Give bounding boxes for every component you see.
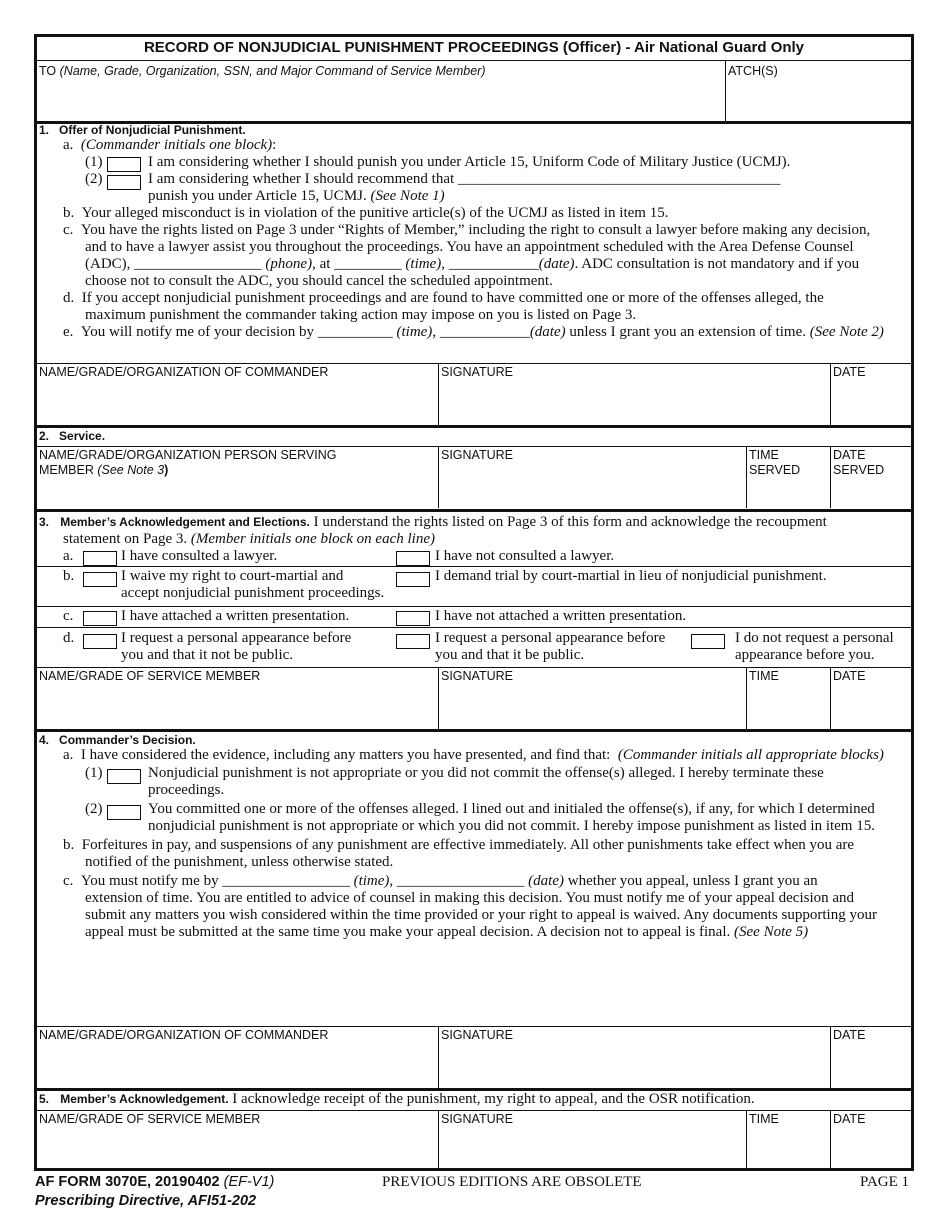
divider: [438, 446, 439, 508]
s2-name-label: NAME/GRADE/ORGANIZATION PERSON SERVING MEMBER (See Note 3): [39, 448, 337, 477]
atch-label: ATCH(S): [728, 64, 778, 78]
footer-directive: Prescribing Directive, AFI51-202: [35, 1193, 257, 1209]
s2-time-label: TIME SERVED: [749, 448, 801, 477]
s4-date-label: DATE: [833, 1028, 866, 1042]
s5-time-label: TIME: [749, 1112, 779, 1126]
s2-date-field[interactable]: [833, 479, 911, 507]
s1-opt2-num: (2): [85, 171, 103, 187]
section1-heading: 1. Offer of Nonjudicial Punishment.: [39, 123, 246, 137]
s4-b-line1: b. Forfeitures in pay, and suspensions of any punishment are effective immediately. All other punishments take effect when you are: [63, 837, 855, 853]
s1-signature-label: SIGNATURE: [441, 365, 513, 379]
divider: [37, 627, 911, 628]
s3-a-right-checkbox[interactable]: [396, 551, 430, 566]
divider: [37, 606, 911, 607]
s5-signature-label: SIGNATURE: [441, 1112, 513, 1126]
s1-date-field[interactable]: [833, 382, 911, 424]
s4-opt1-text: Nonjudicial punishment is not appropriate or you did not commit the offense(s) alleged. I hereby terminate these proceedings.: [148, 765, 824, 798]
divider: [746, 667, 747, 729]
s5-name-field[interactable]: [39, 1129, 434, 1169]
divider: [830, 446, 831, 508]
s3-b-left-text: I waive my right to court-martial and accept nonjudicial punishment proceedings.: [121, 568, 385, 601]
s1-opt1-num: (1): [85, 154, 103, 170]
s4-name-field[interactable]: [39, 1045, 434, 1087]
s1-date-label: DATE: [833, 365, 866, 379]
s1-opt1-checkbox[interactable]: [107, 157, 141, 172]
to-label: TO (Name, Grade, Organization, SSN, and Major Command of Service Member): [39, 64, 486, 78]
divider: [830, 667, 831, 729]
s3-name-label: NAME/GRADE OF SERVICE MEMBER: [39, 669, 261, 683]
s1-d-line1: d. If you accept nonjudicial punishment proceedings and are found to have committed one or more of the offenses alleged, the: [63, 290, 824, 306]
form-frame: [34, 34, 914, 1171]
s4-opt1-checkbox[interactable]: [107, 769, 141, 784]
s1-c-line1: c. You have the rights listed on Page 3 under “Rights of Member,” including the right to consult a lawyer before making any decision,: [63, 222, 871, 238]
s4-opt2-text: You committed one or more of the offenses alleged. I lined out and initialed the offense(s), if any, for which I determined nonjudicial punishment is not appropriate or which you did not commit. I hereby impose punishment as listed in item 15.: [148, 801, 875, 834]
s4-date-field[interactable]: [833, 1045, 911, 1087]
s4-b-line2: notified of the punishment, unless otherwise stated.: [85, 854, 394, 870]
s3-c-left-text: I have attached a written presentation.: [121, 608, 350, 624]
s3-intro-line2: statement on Page 3. (Member initials one block on each line): [63, 531, 435, 547]
section2-heading: 2. Service.: [39, 429, 106, 443]
divider: [37, 1110, 911, 1111]
s3-c-right-text: I have not attached a written presentation.: [435, 608, 687, 624]
s3-signature-label: SIGNATURE: [441, 669, 513, 683]
s2-signature-field[interactable]: [441, 465, 741, 507]
s4-signature-label: SIGNATURE: [441, 1028, 513, 1042]
divider: [37, 446, 911, 447]
s4-c-line4: appeal must be submitted at the same time you make your appeal decision. A decision not to appeal is final. (See Note 5): [85, 924, 809, 940]
form-title: RECORD OF NONJUDICIAL PUNISHMENT PROCEEDINGS (Officer) - Air National Guard Only: [143, 39, 805, 56]
s3-d-mid-text: I request a personal appearance before you and that it be public.: [435, 630, 666, 663]
s5-name-label: NAME/GRADE OF SERVICE MEMBER: [39, 1112, 261, 1126]
divider: [725, 60, 726, 122]
s4-opt2-num: (2): [85, 801, 103, 817]
s3-c-right-checkbox[interactable]: [396, 611, 430, 626]
divider: [37, 60, 911, 61]
divider: [746, 1110, 747, 1171]
s3-c-letter: c.: [63, 608, 74, 624]
s3-b-letter: b.: [63, 568, 75, 584]
s5-date-label: DATE: [833, 1112, 866, 1126]
s4-a: a. I have considered the evidence, including any matters you have presented, and find that: (Commander initials all appropriate blocks): [63, 747, 884, 763]
s3-b-left-checkbox[interactable]: [83, 572, 117, 587]
footer-form-id: AF FORM 3070E, 20190402 (EF-V1): [35, 1174, 275, 1190]
divider: [37, 425, 911, 428]
s4-c-line2: extension of time. You are entitled to advice of counsel in making this decision. You must notify me of your appeal decision and: [85, 890, 855, 906]
s4-opt1-num: (1): [85, 765, 103, 781]
s2-signature-label: SIGNATURE: [441, 448, 513, 462]
divider: [438, 363, 439, 425]
s1-e: e. You will notify me of your decision by __________ (time), ____________(date) unless I grant you an extension of time. (See Note 2): [63, 324, 884, 340]
s3-b-right-checkbox[interactable]: [396, 572, 430, 587]
s1-b: b. Your alleged misconduct is in violation of the punitive article(s) of the UCMJ as listed in item 15.: [63, 205, 669, 221]
s1-opt2-checkbox[interactable]: [107, 175, 141, 190]
section5-heading: 5. Member’s Acknowledgement. I acknowledge receipt of the punishment, my right to appeal, and the OSR notification.: [39, 1091, 755, 1107]
s3-b-right-text: I demand trial by court-martial in lieu of nonjudicial punishment.: [435, 568, 827, 584]
s4-c-line1: c. You must notify me by _________________ (time), _________________ (date) whether you appeal, unless I grant you an: [63, 873, 818, 889]
s3-a-right-text: I have not consulted a lawyer.: [435, 548, 615, 564]
s3-signature-field[interactable]: [441, 686, 741, 728]
divider: [830, 363, 831, 425]
s1-name-label: NAME/GRADE/ORGANIZATION OF COMMANDER: [39, 365, 329, 379]
s3-d-right-text: I do not request a personal appearance before you.: [735, 630, 894, 663]
s1-opt2-line2: punish you under Article 15, UCMJ. (See Note 1): [148, 188, 445, 204]
s1-opt1-text: I am considering whether I should punish you under Article 15, Uniform Code of Military Justice (UCMJ).: [148, 154, 791, 170]
section4-heading: 4. Commander’s Decision.: [39, 733, 196, 747]
divider: [438, 1026, 439, 1088]
divider: [37, 667, 911, 668]
s2-name-field[interactable]: [39, 479, 434, 507]
divider: [37, 729, 911, 732]
s1-name-field[interactable]: [39, 382, 434, 424]
s3-name-field[interactable]: [39, 686, 434, 728]
s4-c-line3: submit any matters you wish considered within the time provided or your right to appeal is waived. Any documents supporting your: [85, 907, 877, 923]
s1-d-line2: maximum punishment the commander taking action may impose on you is listed on Page 3.: [85, 307, 637, 323]
s5-date-field[interactable]: [833, 1129, 911, 1169]
s3-d-right-checkbox[interactable]: [691, 634, 725, 649]
divider: [37, 566, 911, 567]
footer-obsolete: PREVIOUS EDITIONS ARE OBSOLETE: [382, 1174, 642, 1190]
s1-c-line4: choose not to consult the ADC, you should cancel the scheduled appointment.: [85, 273, 553, 289]
s3-a-letter: a.: [63, 548, 74, 564]
s3-a-left-text: I have consulted a lawyer.: [121, 548, 278, 564]
divider: [830, 1026, 831, 1088]
section3-heading: 3. Member’s Acknowledgement and Elections. I understand the rights listed on Page 3 of this form and acknowledge the recoupment: [39, 514, 827, 530]
s1-c-line3: (ADC), _________________ (phone), at _________ (time), ____________(date). ADC consultation is not mandatory and if you: [85, 256, 860, 272]
s1-signature-field[interactable]: [441, 382, 826, 424]
divider: [37, 1026, 911, 1027]
divider: [37, 363, 911, 364]
s3-d-mid-checkbox[interactable]: [396, 634, 430, 649]
divider: [438, 667, 439, 729]
s3-d-left-checkbox[interactable]: [83, 634, 117, 649]
s1-a: a. (Commander initials one block):: [63, 137, 277, 153]
s4-name-label: NAME/GRADE/ORGANIZATION OF COMMANDER: [39, 1028, 329, 1042]
s3-time-label: TIME: [749, 669, 779, 683]
s4-opt2-checkbox[interactable]: [107, 805, 141, 820]
s1-opt2-line1: I am considering whether I should recommend that ___________________________________________: [148, 171, 781, 187]
s3-c-left-checkbox[interactable]: [83, 611, 117, 626]
s3-time-field[interactable]: [749, 686, 827, 728]
s3-d-left-text: I request a personal appearance before you and that it not be public.: [121, 630, 352, 663]
s5-signature-field[interactable]: [441, 1129, 741, 1169]
atch-field[interactable]: [728, 81, 908, 121]
s2-time-field[interactable]: [749, 479, 827, 507]
divider: [746, 446, 747, 508]
s5-time-field[interactable]: [749, 1129, 827, 1169]
s2-date-label: DATE SERVED: [833, 448, 885, 477]
s3-date-label: DATE: [833, 669, 866, 683]
divider: [438, 1110, 439, 1171]
footer-page: PAGE 1: [860, 1174, 910, 1190]
to-field[interactable]: [39, 81, 719, 121]
divider: [830, 1110, 831, 1171]
s1-c-line2: and to have a lawyer assist you throughout the proceedings. You have an appointment scheduled with the Area Defense Counsel: [85, 239, 854, 255]
s3-a-left-checkbox[interactable]: [83, 551, 117, 566]
s3-date-field[interactable]: [833, 686, 911, 728]
s3-d-letter: d.: [63, 630, 75, 646]
divider: [37, 509, 911, 512]
s4-signature-field[interactable]: [441, 1045, 826, 1087]
